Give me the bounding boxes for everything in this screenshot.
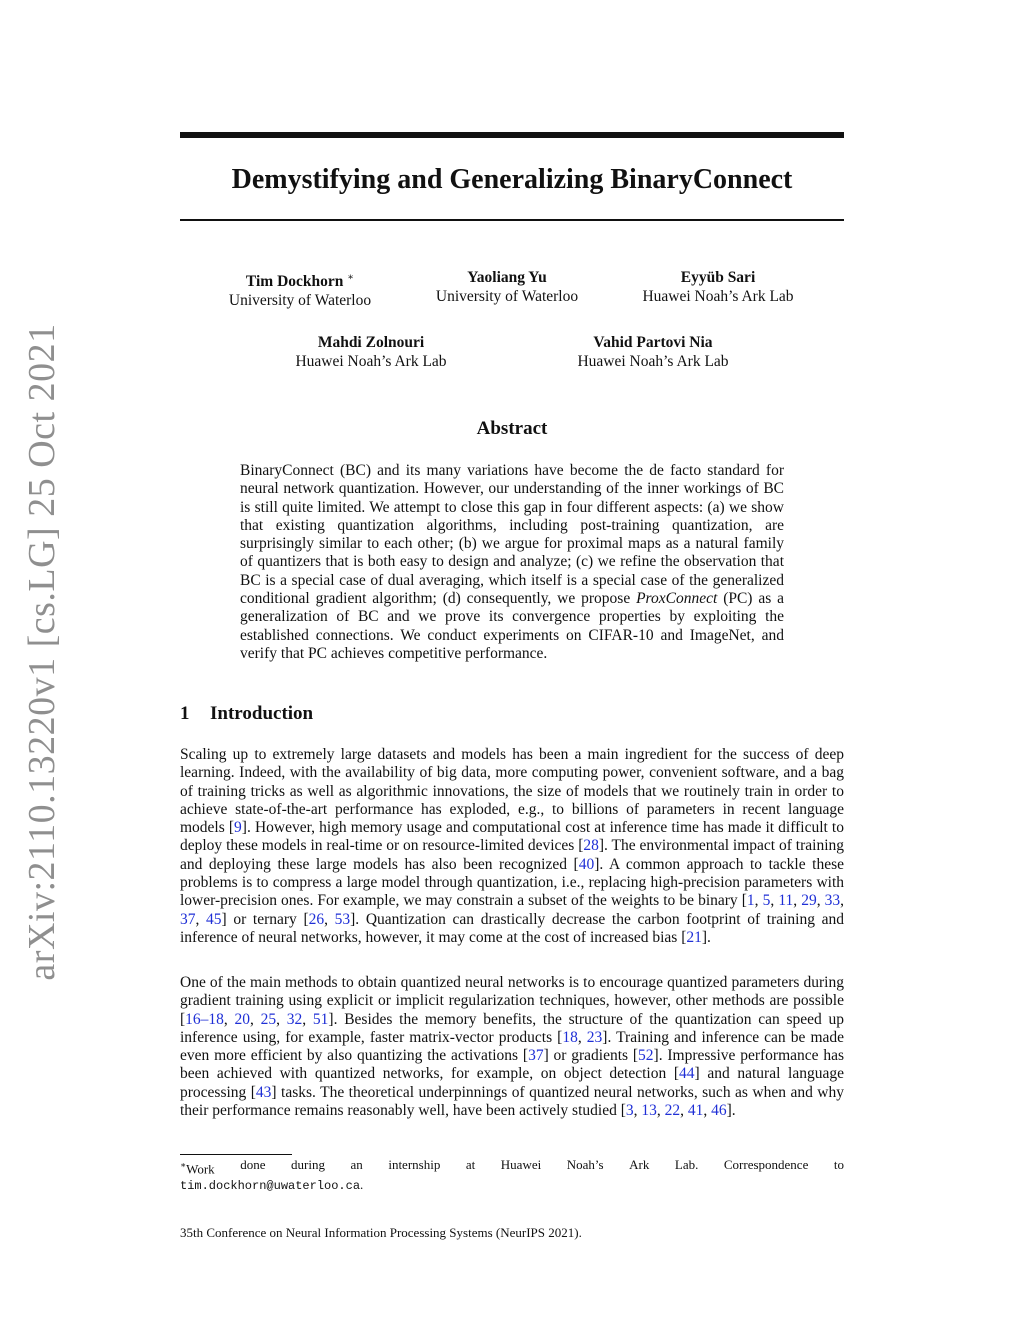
author-name: Yaoliang Yu <box>467 269 547 286</box>
footnote-word: Noah’s <box>566 1157 604 1172</box>
paragraph-text: ]. However, high memory usage and computational cost at inference time has made it difficult to deploy these models in real-time or on resource-limited devices [ <box>180 819 844 855</box>
author-name: Vahid Partovi Nia <box>593 334 713 351</box>
footnote-word: an <box>350 1157 363 1172</box>
citation-link[interactable]: 25 <box>260 1010 277 1028</box>
citation-link[interactable]: 23 <box>586 1028 603 1046</box>
paragraph-text: ]. Training and inference can be made even more efficient by also quantizing the activations [ <box>180 1028 845 1065</box>
footnote-word <box>180 1157 215 1177</box>
citation-link[interactable]: 29 <box>801 892 817 910</box>
abstract-text: BinaryConnect (BC) and its many variations have become the de facto standard for neural network quantization. However, our understanding of the inner workings of BC is still quite limited. We attempt to close this gap in four different aspects: (a) we show that existing quantization algorithms, including post-training quantization, are surprisingly similar to each other; (b) we argue for proximal maps as a natural family of quantizers that is both easy to design and analyze; (c) we refine the observation that BC is a special case of dual averaging, which itself is a special case of the generalized conditional gradient algorithm; (d) consequently, we propose <box>240 462 784 608</box>
footnote-line <box>180 1157 844 1177</box>
footnote-word: Lab. <box>674 1157 699 1172</box>
citation-link[interactable]: 37 <box>180 910 196 928</box>
paragraph-text: ]. A common approach to tackle these problems is to compress a large model through quantization, i.e., replacing high-precision parameters with lower-precision ones. For example, we may constrain a subset of the weights to be binary [ <box>180 855 845 910</box>
citation-link[interactable]: 28 <box>583 837 599 855</box>
paragraph-text: , <box>195 910 207 928</box>
citation-link[interactable]: 3 <box>625 1102 634 1120</box>
footnote-word: Ark <box>629 1157 650 1172</box>
paragraph-text: ] tasks. The theoretical underpinnings of quantized neural networks, such as when and why their performance remains reasonably well, have been actively studied [ <box>180 1083 844 1120</box>
footnote-word: Correspondence <box>723 1157 809 1172</box>
footnote-word: Work <box>186 1161 215 1177</box>
author-affiliation: Huawei Noah’s Ark Lab <box>577 353 729 370</box>
paragraph-text: , <box>816 892 825 910</box>
citation-link[interactable]: 52 <box>638 1047 654 1065</box>
citation-link[interactable]: 41 <box>687 1102 704 1120</box>
author-affiliation: Huawei Noah’s Ark Lab <box>642 288 794 305</box>
citation-link[interactable]: 21 <box>686 928 702 946</box>
author-affiliation: University of Waterloo <box>228 292 372 310</box>
arxiv-id: arXiv:2110.13220v1 [cs.LG] 25 Oct 2021 <box>21 323 63 981</box>
paragraph-text: Scaling up to extremely large datasets and models has been a main ingredient for the success of deep learning. Indeed, with the availability of big data, more computing power, convenient software, and a bag of training tricks as well as algorithmic innovations, the size of models that we routinely train in order to achieve state-of-the-art performance has exploded, e.g., to billions of parameters in recent language models [ <box>180 746 844 837</box>
footnote-word: done <box>240 1157 266 1172</box>
footnote-word: during <box>291 1157 325 1172</box>
citation-link[interactable]: 26 <box>308 910 325 928</box>
paragraph-text: , <box>770 892 779 910</box>
author-name: Mahdi Zolnouri <box>317 334 425 351</box>
author-affiliation: University of Waterloo <box>435 288 579 305</box>
paragraph-text: , <box>276 1010 287 1028</box>
paragraph-text: , <box>223 1010 235 1028</box>
citation-link[interactable]: 1 <box>746 892 755 910</box>
paragraph-text: ]. Impressive performance has been achieved with quantized networks, for example, on object detection [ <box>180 1047 844 1083</box>
paragraph-text: ]. Besides the memory benefits, the structure of the quantization can speed up inference using, for example, faster matrix-vector products [ <box>180 1010 845 1046</box>
citation-link[interactable]: 53 <box>334 910 351 928</box>
abstract-text: (PC) as a generalization of BC and we prove its convergence properties by exploiting the established connections. We conduct experiments on CIFAR-10 and ImageNet, and verify that PC achieves competitive performance. <box>240 590 785 662</box>
paragraph-text: , <box>302 1010 313 1028</box>
citation-link[interactable]: 20 <box>234 1010 251 1028</box>
footnote-word: internship <box>388 1157 441 1172</box>
paragraph-text: , <box>703 1102 712 1120</box>
citation-link[interactable]: 16–18 <box>185 1010 224 1028</box>
citation-link[interactable]: 5 <box>762 892 771 910</box>
author-name: Eyyüb Sari <box>680 269 756 286</box>
paragraph-text: , <box>840 892 845 910</box>
footnote <box>180 1157 844 1194</box>
abstract-heading: Abstract <box>476 418 548 439</box>
author-name: Tim Dockhorn <box>245 273 344 291</box>
footnote-mark: ∗ <box>180 1160 187 1170</box>
citation-link[interactable]: 11 <box>778 892 794 910</box>
footnote-word: Huawei <box>500 1157 542 1172</box>
paragraph-text: , <box>324 910 335 928</box>
footnote-email[interactable]: tim.dockhorn@uwaterloo.ca <box>180 1179 361 1194</box>
paragraph-text: ]. <box>726 1102 736 1120</box>
paragraph-text: ] or ternary [ <box>221 910 309 928</box>
citation-link[interactable]: 43 <box>255 1083 272 1101</box>
footnote-word: to <box>833 1157 844 1172</box>
citation-link[interactable]: 33 <box>824 892 841 910</box>
footnote-rule <box>180 1154 292 1155</box>
footnote-word: at <box>465 1157 476 1172</box>
author-block <box>283 333 459 371</box>
paragraph-text: , <box>577 1028 587 1046</box>
citation-link[interactable]: 45 <box>206 910 222 928</box>
citation-link[interactable]: 44 <box>679 1065 695 1083</box>
paragraph-text: ]. Quantization can drastically decrease the carbon footprint of training and inference of neural networks, however, it may come at the cost of increased bias [ <box>180 910 845 946</box>
paragraph-text: ] or gradients [ <box>543 1047 639 1065</box>
paragraph-text: , <box>793 892 802 910</box>
abstract-emphasis: ProxConnect <box>636 590 718 608</box>
citation-link[interactable]: 37 <box>528 1047 544 1065</box>
title-bottom-rule <box>180 219 844 221</box>
intro-paragraph-2 <box>180 974 844 1120</box>
paragraph-text: , <box>656 1102 665 1120</box>
paragraph-text: ] and natural language processing [ <box>180 1065 844 1101</box>
intro-paragraph-1 <box>180 746 844 947</box>
section-heading <box>180 703 313 725</box>
author-block <box>425 268 589 306</box>
section-title: Introduction <box>210 703 314 724</box>
citation-link[interactable]: 46 <box>711 1102 727 1120</box>
arxiv-sidebar-stamp <box>0 323 84 981</box>
paragraph-text: ]. <box>701 928 711 946</box>
citation-link[interactable]: 51 <box>312 1010 329 1028</box>
author-block <box>630 268 806 306</box>
author-footnote-mark: ∗ <box>347 272 355 283</box>
citation-link[interactable]: 32 <box>286 1010 303 1028</box>
footnote-period: . <box>360 1177 364 1193</box>
paper-title: Demystifying and Generalizing BinaryConnect <box>231 164 793 195</box>
abstract-body <box>240 462 784 663</box>
author-block <box>220 268 380 310</box>
citation-link[interactable]: 40 <box>578 855 595 873</box>
paragraph-text: , <box>633 1102 642 1120</box>
citation-link[interactable]: 18 <box>562 1028 578 1046</box>
author-affiliation: Huawei Noah’s Ark Lab <box>295 353 447 370</box>
paragraph-text: One of the main methods to obtain quantized neural networks is to encourage quantized parameters during gradient training using explicit or implicit regularization techniques, however, other methods are possible [ <box>180 974 844 1028</box>
author-block <box>565 333 741 371</box>
citation-link[interactable]: 13 <box>641 1102 657 1120</box>
citation-link[interactable]: 9 <box>234 819 242 837</box>
paragraph-text: , <box>680 1102 688 1120</box>
conference-note: 35th Conference on Neural Information Processing Systems (NeurIPS 2021). <box>180 1225 582 1240</box>
citation-link[interactable]: 22 <box>664 1102 681 1120</box>
paragraph-text: , <box>250 1010 261 1028</box>
paragraph-text: , <box>754 892 763 910</box>
title-top-rule <box>180 132 844 138</box>
paragraph-text: ]. The environmental impact of training and deploying these large models has also been recognized [ <box>180 837 844 873</box>
section-number: 1 <box>180 703 190 724</box>
